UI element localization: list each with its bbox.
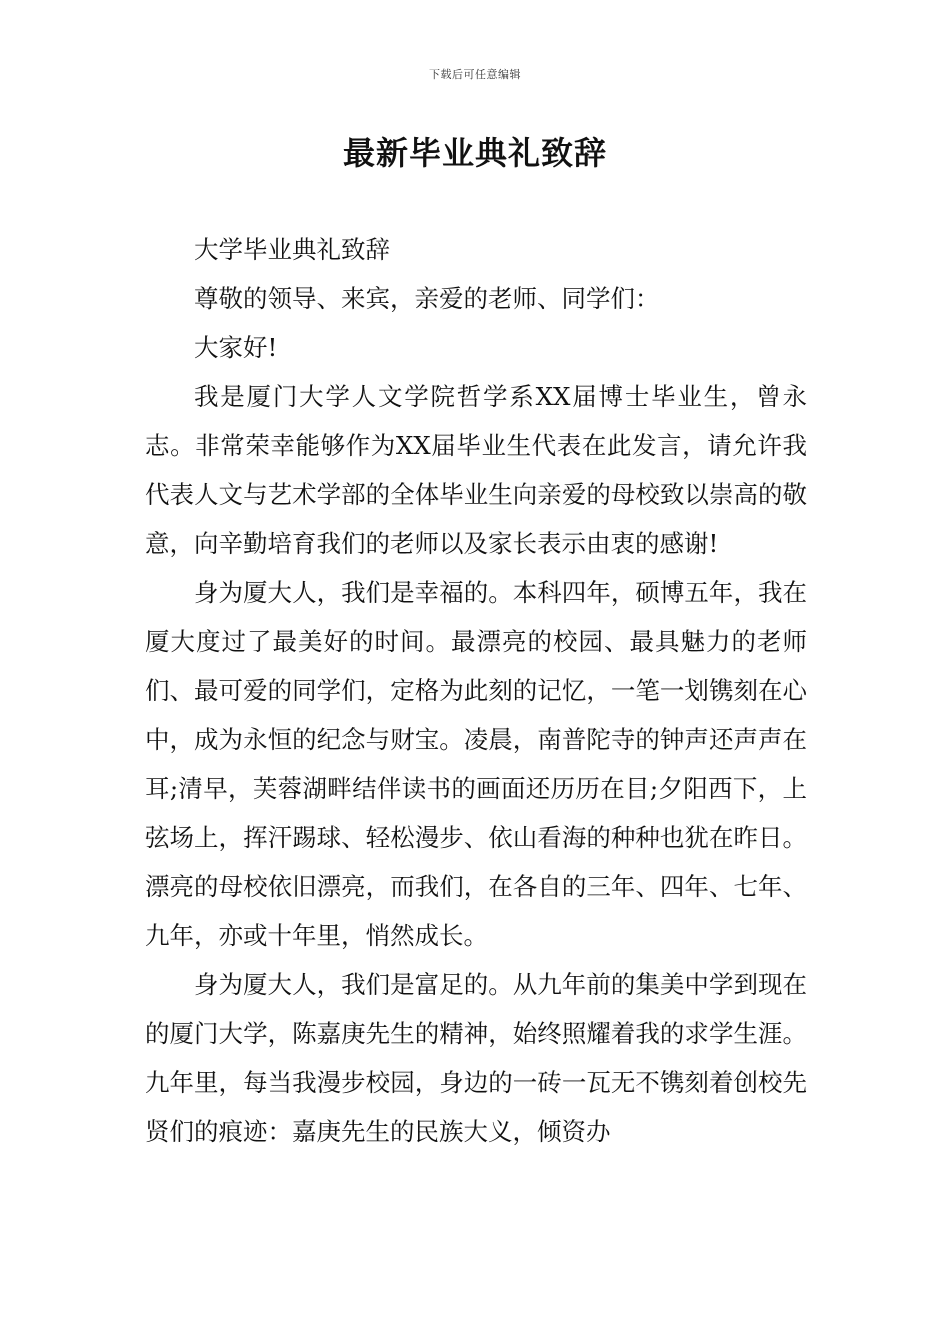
paragraph-salutation: 尊敬的领导、来宾，亲爱的老师、同学们： [194,284,660,313]
page-title: 最新毕业典礼致辞 [342,134,607,172]
paragraph-greeting: 大家好! [194,333,278,362]
paragraph-introduction: 我是厦门大学人文学院哲学系XX届博士毕业生，曾永志。非常荣幸能够作为XX届毕业生代表在此发言，请允许我代表人文与艺术学部的全体毕业生向亲爱的母校致以崇高的敬意，向辛勤培育我们的老师以及家长表示由衷的感谢! [145,382,807,558]
document-body [145,225,807,1156]
paragraph-richness: 身为厦大人，我们是富足的。从九年前的集美中学到现在的厦门大学，陈嘉庚先生的精神，始终照耀着我的求学生涯。九年里，每当我漫步校园，身边的一砖一瓦无不镌刻着创校先贤们的痕迹：嘉庚先生的民族大义，倾资办 [145,970,807,1146]
paragraph-subtitle: 大学毕业典礼致辞 [194,235,390,264]
paragraph-happiness: 身为厦大人，我们是幸福的。本科四年，硕博五年，我在厦大度过了最美好的时间。最漂亮的校园、最具魅力的老师们、最可爱的同学们，定格为此刻的记忆，一笔一划镌刻在心中，成为永恒的纪念与财宝。凌晨，南普陀寺的钟声还声声在耳;清早，芙蓉湖畔结伴读书的画面还历历在目;夕阳西下，上弦场上，挥汗踢球、轻松漫步、依山看海的种种也犹在昨日。漂亮的母校依旧漂亮，而我们，在各自的三年、四年、七年、九年，亦或十年里，悄然成长。 [145,578,807,950]
header-note: 下载后可任意编辑 [429,68,521,81]
